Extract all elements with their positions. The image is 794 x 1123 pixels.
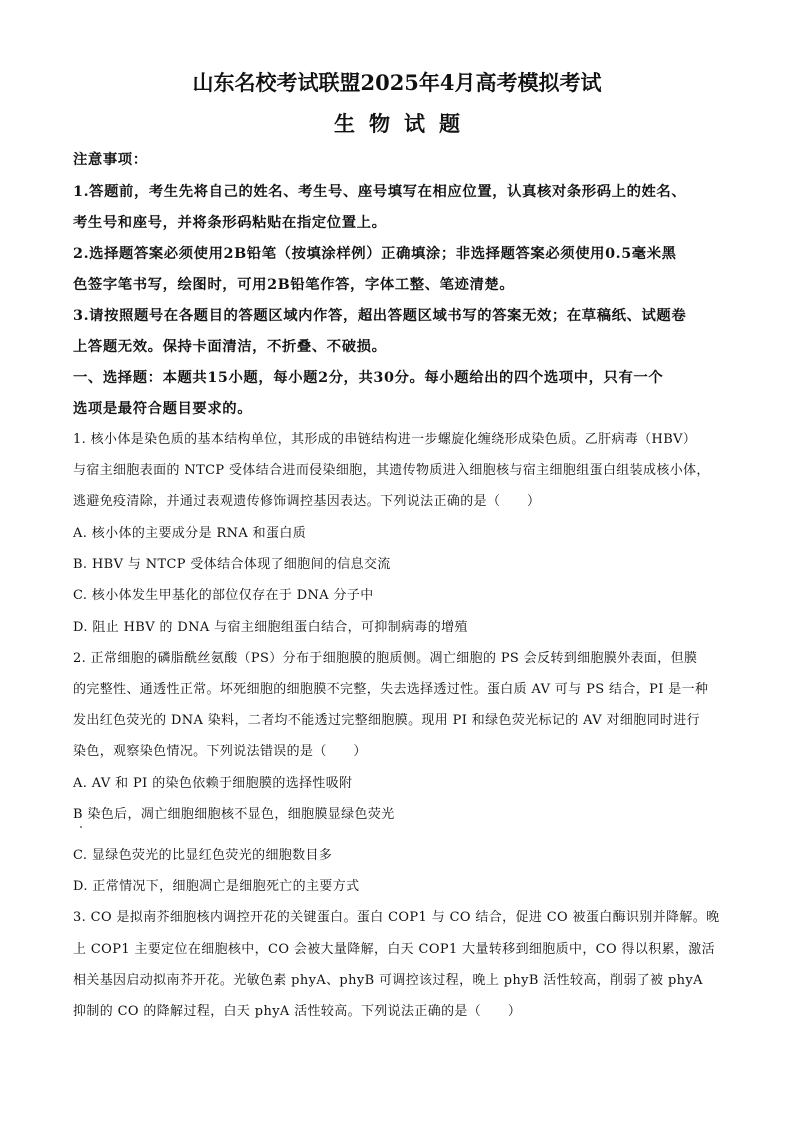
- option-c: C. 核小体发生甲基化的部位仅存在于 DNA 分子中: [73, 588, 374, 603]
- option-c: C. 显绿色荧光的比显红色荧光的细胞数目多: [73, 848, 333, 863]
- option-d: D. 阻止 HBV 的 DNA 与宿主细胞组蛋白结合，可抑制病毒的增殖: [73, 620, 468, 635]
- question-stem: 抑制的 CO 的降解过程，白天 phyA 活性较高。下列说法正确的是（ ）: [73, 1004, 522, 1019]
- notice-line: 上答题无效。保持卡面清洁，不折叠、不破损。: [73, 339, 387, 355]
- section-heading: 选项是最符合题目要求的。: [73, 401, 253, 417]
- notice-line: 2.选择题答案必须使用2B铅笔（按填涂样例）正确填涂；非选择题答案必须使用0.5毫米黑: [73, 246, 677, 262]
- question-stem: 2. 正常细胞的磷脂酰丝氨酸（PS）分布于细胞膜的胞质侧。凋亡细胞的 PS 会反转到细胞膜外表面，但膜: [73, 651, 698, 666]
- notice-line: 色签字笔书写，绘图时，可用2B铅笔作答，字体工整、笔迹清楚。: [73, 277, 515, 293]
- notice-line: 3.请按照题号在各题目的答题区域内作答，超出答题区域书写的答案无效；在草稿纸、试题卷: [73, 308, 687, 324]
- option-a: A. AV 和 PI 的染色依赖于细胞膜的选择性吸附: [73, 776, 353, 791]
- question-stem: 逃避免疫清除，并通过表观遗传修饰调控基因表达。下列说法正确的是（ ）: [73, 494, 541, 509]
- question-stem: 与宿主细胞表面的 NTCP 受体结合进而侵染细胞，其遗传物质进入细胞核与宿主细胞组蛋白组装成核小体，: [73, 463, 710, 478]
- question-stem: 3. CO 是拟南芥细胞核内调控开花的关键蛋白。蛋白 COP1 与 CO 结合，促进 CO 被蛋白酶识别并降解。晚: [73, 910, 720, 925]
- stray-dot: [80, 826, 82, 828]
- option-b: B. HBV 与 NTCP 受体结合体现了细胞间的信息交流: [73, 557, 391, 572]
- question-stem: 1. 核小体是染色质的基本结构单位，其形成的串链结构进一步螺旋化缠绕形成染色质。乙肝病毒（HBV）: [73, 432, 697, 447]
- notice-heading: 注意事项：: [73, 152, 148, 168]
- option-d: D. 正常情况下，细胞凋亡是细胞死亡的主要方式: [73, 879, 360, 894]
- question-stem: 的完整性、通透性正常。坏死细胞的细胞膜不完整，失去选择透过性。蛋白质 AV 可与 PS 结合，PI 是一种: [73, 682, 709, 697]
- notice-line: 1.答题前，考生先将自己的姓名、考生号、座号填写在相应位置，认真核对条形码上的姓名、: [73, 184, 687, 200]
- question-stem: 相关基因启动拟南芥开花。光敏色素 phyA、phyB 可调控该过程，晚上 phyB 活性较高，削弱了被 phyA: [73, 973, 703, 988]
- notice-line: 考生号和座号，并将条形码粘贴在指定位置上。: [73, 215, 387, 231]
- section-heading: 一、选择题：本题共15小题，每小题2分，共30分。每小题给出的四个选项中，只有一个: [73, 370, 664, 386]
- option-a: A. 核小体的主要成分是 RNA 和蛋白质: [73, 526, 307, 541]
- subject-title: 生物试题: [334, 111, 474, 136]
- option-b: B 染色后，凋亡细胞细胞核不显色，细胞膜显绿色荧光: [73, 807, 395, 822]
- question-stem: 染色，观察染色情况。下列说法错误的是（ ）: [73, 744, 367, 759]
- question-stem: 发出红色荧光的 DNA 染料，二者均不能透过完整细胞膜。现用 PI 和绿色荧光标记的 AV 对细胞同时进行: [73, 713, 700, 728]
- question-stem: 上 COP1 主要定位在细胞核中，CO 会被大量降解，白天 COP1 大量转移到细胞质中，CO 得以积累，激活: [73, 942, 716, 957]
- exam-title: 山东名校考试联盟2025年4月高考模拟考试: [192, 70, 602, 95]
